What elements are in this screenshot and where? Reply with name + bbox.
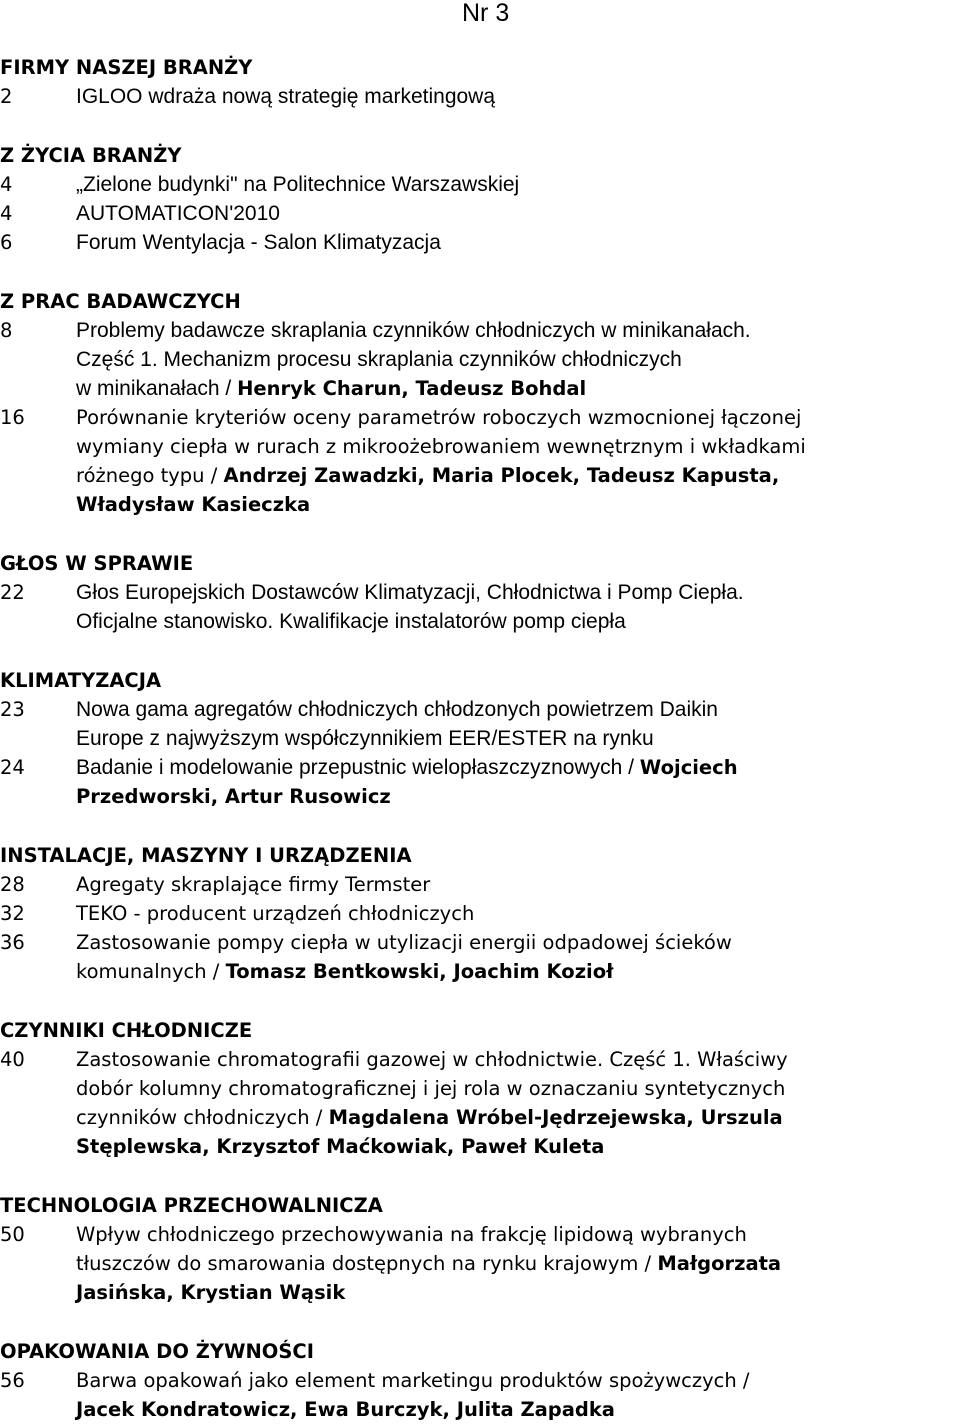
entry-line [76,724,960,753]
article-title: Głos Europejskich Dostawców Klimatyzacji, Chłodnictwa i Pomp Ciepła. [76,581,744,604]
entry-line [76,1395,960,1424]
article-title: AUTOMATICON'2010 [76,202,280,225]
section-title: OPAKOWANIA DO ŻYWNOŚCI [0,1340,314,1363]
article-authors: Władysław Kasieczka [76,493,311,516]
article-authors: Tomasz Bentkowski, Joachim Kozioł [225,960,614,983]
article-authors: Małgorzata [657,1252,782,1275]
toc-entry [0,1220,960,1307]
entry-text [76,695,960,753]
article-title: Europe z najwyższym współczynnikiem EER/ESTER na rynku [76,727,654,750]
entry-line [76,461,960,490]
toc-entry [0,695,960,753]
toc-entry [0,170,960,199]
toc-entry [0,403,960,519]
entry-line [76,228,960,257]
entry-line [76,199,960,228]
section-title: GŁOS W SPRAWIE [0,552,194,575]
article-title: Zastosowanie chromatografii gazowej w chłodnictwie. Część 1. Właściwy [76,1048,788,1071]
section-title: KLIMATYZACJA [0,669,162,692]
page-number: 4 [0,173,13,196]
article-title: Badanie i modelowanie przepustnic wielopłaszczyznowych / [76,756,640,779]
entry-line [76,1045,960,1074]
article-authors: Jasińska, Krystian Wąsik [76,1281,346,1304]
article-authors: Stęplewska, Krzysztof Maćkowiak, Paweł Kuleta [76,1135,605,1158]
article-authors: Magdalena Wróbel-Jędrzejewska, Urszula [328,1106,783,1129]
page-number: 8 [0,319,13,342]
entry-line [76,753,960,782]
article-authors: Wojciech [639,756,738,779]
page-number: 32 [0,902,25,925]
entry-text [76,170,960,199]
article-title: w minikanałach / [76,377,238,400]
page-number: 6 [0,231,13,254]
toc-entry [0,753,960,811]
entry-text [76,870,960,899]
entry-line [76,490,960,519]
article-title: Część 1. Mechanizm procesu skraplania czynników chłodniczych [76,348,682,371]
article-authors: Henryk Charun, Tadeusz Bohdal [237,377,587,400]
page-number: 56 [0,1369,25,1392]
entry-text [76,753,960,811]
toc-section [0,287,960,519]
toc-entry [0,899,960,928]
toc-section [0,1337,960,1424]
section-title: Z ŻYCIA BRANŻY [0,144,182,167]
page-number: 2 [0,85,13,108]
issue-number: Nr 3 [462,0,510,27]
entry-text [76,1045,960,1161]
article-title: tłuszczów do smarowania dostępnych na rynku krajowym / [76,1252,658,1275]
toc-section [0,1016,960,1161]
entry-line [76,1103,960,1132]
section-title: TECHNOLOGIA PRZECHOWALNICZA [0,1194,383,1217]
toc-entry [0,82,960,111]
entry-text [76,82,960,111]
toc-entry [0,1045,960,1161]
entry-text [76,928,960,986]
entry-line [76,782,960,811]
page-number: 24 [0,756,25,779]
section-title: INSTALACJE, MASZYNY I URZĄDZENIA [0,844,412,867]
page-number: 16 [0,406,25,429]
article-title: Nowa gama agregatów chłodniczych chłodzonych powietrzem Daikin [76,698,718,721]
entry-line [76,870,960,899]
entry-line [76,695,960,724]
article-title: wymiany ciepła w rurach z mikroożebrowaniem wewnętrznym i wkładkami [76,435,806,458]
page-number: 4 [0,202,13,225]
article-title: Forum Wentylacja - Salon Klimatyzacja [76,231,441,254]
table-of-contents [0,53,960,1424]
entry-line [76,1074,960,1103]
article-authors: Andrzej Zawadzki, Maria Plocek, Tadeusz Kapusta, [223,464,780,487]
article-title: dobór kolumny chromatograficznej i jej rola w oznaczaniu syntetycznych [76,1077,786,1100]
entry-text [76,578,960,636]
article-title: Problemy badawcze skraplania czynników chłodniczych w minikanałach. [76,319,751,342]
article-authors: Przedworski, Artur Rusowicz [76,785,391,808]
entry-line [76,432,960,461]
page-number: 28 [0,873,25,896]
entry-line [76,957,960,986]
entry-text [76,403,960,519]
entry-line [76,170,960,199]
entry-line [76,1132,960,1161]
toc-section [0,666,960,811]
entry-line [76,403,960,432]
entry-line [76,82,960,111]
article-title: Agregaty skraplające firmy Termster [76,873,431,896]
entry-text [76,1220,960,1307]
entry-line [76,607,960,636]
toc-section [0,1191,960,1307]
entry-line [76,374,960,403]
entry-line [76,316,960,345]
article-title: Zastosowanie pompy ciepła w utylizacji energii odpadowej ścieków [76,931,732,954]
page-number: 50 [0,1223,25,1246]
toc-entry [0,228,960,257]
article-title: Barwa opakowań jako element marketingu produktów spożywczych / [76,1369,750,1392]
article-title: komunalnych / [76,960,226,983]
article-title: Wpływ chłodniczego przechowywania na frakcję lipidową wybranych [76,1223,747,1246]
toc-section [0,53,960,111]
toc-entry [0,870,960,899]
entry-line [76,928,960,957]
article-title: różnego typu / [76,464,224,487]
page-number: 36 [0,931,25,954]
entry-line [76,1366,960,1395]
toc-section [0,141,960,257]
toc-section [0,549,960,636]
article-title: „Zielone budynki" na Politechnice Warszawskiej [76,173,520,196]
page-number: 40 [0,1048,25,1071]
entry-line [76,578,960,607]
article-title: IGLOO wdraża nową strategię marketingową [76,85,496,108]
entry-text [76,316,960,403]
toc-entry [0,199,960,228]
entry-line [76,1278,960,1307]
entry-text [76,228,960,257]
toc-entry [0,316,960,403]
section-title: FIRMY NASZEJ BRANŻY [0,56,253,79]
article-authors: Jacek Kondratowicz, Ewa Burczyk, Julita Zapadka [76,1398,615,1421]
toc-entry [0,928,960,986]
article-title: Porównanie kryteriów oceny parametrów roboczych wzmocnionej łączonej [76,406,802,429]
entry-text [76,199,960,228]
entry-text [76,1366,960,1424]
toc-section [0,841,960,986]
article-title: Oficjalne stanowisko. Kwalifikacje instalatorów pomp ciepła [76,610,626,633]
entry-line [76,1249,960,1278]
page-number: 22 [0,581,25,604]
entry-line [76,345,960,374]
article-title: czynników chłodniczych / [76,1106,329,1129]
page-number: 23 [0,698,25,721]
section-title: CZYNNIKI CHŁODNICZE [0,1019,253,1042]
toc-entry [0,1366,960,1424]
entry-line [76,1220,960,1249]
entry-text [76,899,960,928]
toc-entry [0,578,960,636]
article-title: TEKO - producent urządzeń chłodniczych [76,902,475,925]
section-title: Z PRAC BADAWCZYCH [0,290,241,313]
entry-line [76,899,960,928]
